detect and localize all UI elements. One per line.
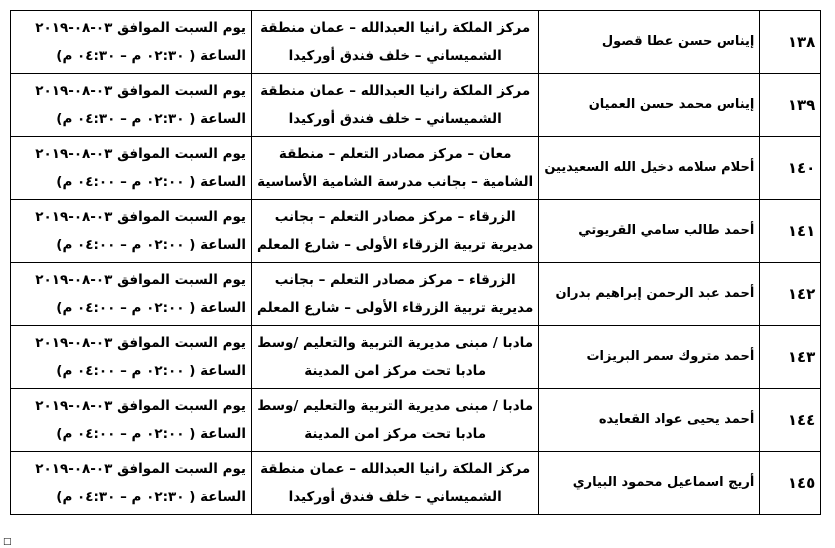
- exam-location: [252, 200, 539, 263]
- exam-location: [252, 137, 539, 200]
- table-row: [11, 326, 821, 389]
- paragraph-marker: □: [3, 537, 12, 547]
- location-line-1: الزرقاء – مركز مصادر التعلم – بجانب: [274, 272, 516, 288]
- table-row: [11, 74, 821, 137]
- location-line-2: الشامية – بجانب مدرسة الشامية الأساسية: [257, 174, 534, 190]
- time-line: الساعة ( ٠٢:٠٠ م – ٠٤:٠٠ م): [56, 426, 246, 442]
- exam-time: [11, 200, 252, 263]
- exam-time: [11, 389, 252, 452]
- exam-location: [252, 452, 539, 515]
- applicant-name: أحمد عبد الرحمن إبراهيم بدران: [539, 263, 760, 326]
- location-line-1: معان – مركز مصادر التعلم – منطقة: [278, 146, 512, 162]
- applicant-name: أحمد متروك سمر البريزات: [539, 326, 760, 389]
- exam-time: [11, 11, 252, 74]
- time-line: الساعة ( ٠٢:٠٠ م – ٠٤:٠٠ م): [56, 237, 246, 253]
- table-row: [11, 200, 821, 263]
- location-line-1: مركز الملكة رانيا العبدالله – عمان منطقة: [260, 20, 531, 36]
- time-line: الساعة ( ٠٢:٠٠ م – ٠٤:٠٠ م): [56, 174, 246, 190]
- table-row: [11, 137, 821, 200]
- date-line: يوم السبت الموافق ٠٣-٠٨-٢٠١٩: [35, 209, 246, 225]
- date-line: يوم السبت الموافق ٠٣-٠٨-٢٠١٩: [35, 461, 246, 477]
- exam-time: [11, 452, 252, 515]
- location-line-1: مركز الملكة رانيا العبدالله – عمان منطقة: [260, 461, 531, 477]
- row-number: ١٤٣: [760, 326, 821, 389]
- row-number: ١٣٩: [760, 74, 821, 137]
- exam-time: [11, 326, 252, 389]
- date-line: يوم السبت الموافق ٠٣-٠٨-٢٠١٩: [35, 146, 246, 162]
- location-line-2: مديرية تربية الزرقاء الأولى – شارع المعلم: [257, 237, 534, 253]
- location-line-2: مديرية تربية الزرقاء الأولى – شارع المعلم: [257, 300, 534, 316]
- row-number: ١٤٢: [760, 263, 821, 326]
- location-line-2: مادبا تحت مركز امن المدينة: [304, 363, 487, 379]
- location-line-2: مادبا تحت مركز امن المدينة: [304, 426, 487, 442]
- exam-location: [252, 326, 539, 389]
- row-number: ١٤٥: [760, 452, 821, 515]
- applicant-name: إيناس حسن عطا قصول: [539, 11, 760, 74]
- date-line: يوم السبت الموافق ٠٣-٠٨-٢٠١٩: [35, 83, 246, 99]
- table-row: [11, 263, 821, 326]
- time-line: الساعة ( ٠٢:٣٠ م – ٠٤:٣٠ م): [56, 489, 246, 505]
- time-line: الساعة ( ٠٢:٠٠ م – ٠٤:٠٠ م): [56, 363, 246, 379]
- row-number: ١٣٨: [760, 11, 821, 74]
- exam-time: [11, 74, 252, 137]
- row-number: ١٤١: [760, 200, 821, 263]
- time-line: الساعة ( ٠٢:٣٠ م – ٠٤:٣٠ م): [56, 111, 246, 127]
- applicant-name: أريج اسماعيل محمود البياري: [539, 452, 760, 515]
- location-line-2: الشميساني – خلف فندق أوركيدا: [288, 111, 502, 127]
- table-row: [11, 389, 821, 452]
- schedule-table-body: [11, 11, 821, 515]
- schedule-table: [10, 10, 821, 515]
- table-row: [11, 11, 821, 74]
- location-line-1: مادبا / مبنى مديرية التربية والتعليم /وسط: [257, 398, 534, 414]
- location-line-2: الشميساني – خلف فندق أوركيدا: [288, 48, 502, 64]
- location-line-1: الزرقاء – مركز مصادر التعلم – بجانب: [274, 209, 516, 225]
- applicant-name: أحمد يحيى عواد القعايده: [539, 389, 760, 452]
- time-line: الساعة ( ٠٢:٠٠ م – ٠٤:٠٠ م): [56, 300, 246, 316]
- exam-time: [11, 263, 252, 326]
- exam-time: [11, 137, 252, 200]
- exam-location: [252, 389, 539, 452]
- exam-location: [252, 263, 539, 326]
- row-number: ١٤٠: [760, 137, 821, 200]
- location-line-1: مركز الملكة رانيا العبدالله – عمان منطقة: [260, 83, 531, 99]
- date-line: يوم السبت الموافق ٠٣-٠٨-٢٠١٩: [35, 335, 246, 351]
- table-row: [11, 452, 821, 515]
- applicant-name: أحلام سلامه دخيل الله السعيديين: [539, 137, 760, 200]
- exam-location: [252, 74, 539, 137]
- applicant-name: إيناس محمد حسن العميان: [539, 74, 760, 137]
- date-line: يوم السبت الموافق ٠٣-٠٨-٢٠١٩: [35, 398, 246, 414]
- exam-location: [252, 11, 539, 74]
- location-line-1: مادبا / مبنى مديرية التربية والتعليم /وسط: [257, 335, 534, 351]
- date-line: يوم السبت الموافق ٠٣-٠٨-٢٠١٩: [35, 272, 246, 288]
- time-line: الساعة ( ٠٢:٣٠ م – ٠٤:٣٠ م): [56, 48, 246, 64]
- date-line: يوم السبت الموافق ٠٣-٠٨-٢٠١٩: [35, 20, 246, 36]
- row-number: ١٤٤: [760, 389, 821, 452]
- location-line-2: الشميساني – خلف فندق أوركيدا: [288, 489, 502, 505]
- applicant-name: أحمد طالب سامي القريوتي: [539, 200, 760, 263]
